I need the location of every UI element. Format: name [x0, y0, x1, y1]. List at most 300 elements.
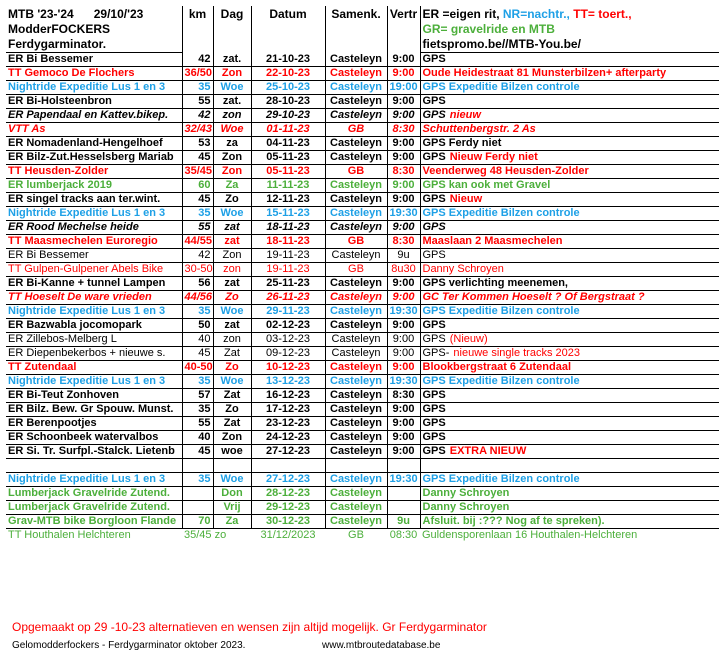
cell-samenk: [325, 221, 387, 235]
table-row: [6, 375, 719, 389]
cell-dag: [213, 193, 251, 207]
info-text: GPS: [422, 249, 446, 261]
cell-vertr: [387, 53, 420, 67]
cell-samenk: [325, 459, 387, 473]
vertr-text: 08:30: [389, 529, 418, 541]
dag-text: zon: [223, 333, 241, 345]
cell-datum: [251, 95, 325, 109]
cell-km: [182, 361, 213, 375]
dag-text: zat: [224, 221, 240, 233]
cell-name: [6, 67, 182, 81]
cell-vertr: [387, 291, 420, 305]
cell-samenk: [325, 249, 387, 263]
dag-text: Woe: [220, 81, 244, 93]
km-text: 60: [198, 179, 211, 191]
cell-datum: [251, 529, 325, 543]
name-text: ER Schoonbeek watervalbos: [8, 431, 159, 443]
dag-text: Za: [225, 179, 239, 191]
cell-dag: [213, 417, 251, 431]
datum-text: 24-12-23: [265, 431, 311, 443]
cell-info: [420, 389, 719, 403]
cell-km: [182, 333, 213, 347]
cell-datum: [251, 459, 325, 473]
table-row: [6, 361, 719, 375]
cell-vertr: [387, 375, 420, 389]
cell-km: [182, 291, 213, 305]
cell-vertr: [387, 137, 420, 151]
cell-dag: [213, 235, 251, 249]
name-text: TT Houthalen Helchteren: [8, 529, 131, 541]
cell-vertr: [387, 263, 420, 277]
cell-info: [420, 515, 719, 529]
cell-vertr: [387, 403, 420, 417]
table-row: [6, 109, 719, 123]
samenk-text: GB: [348, 263, 364, 275]
datum-text: 03-12-23: [265, 333, 311, 345]
samenk-text: Casteleyn: [330, 179, 382, 191]
cell-dag: [213, 95, 251, 109]
cell-km: [182, 67, 213, 81]
table-row: [6, 431, 719, 445]
cell-samenk: [325, 319, 387, 333]
datum-text: 22-10-23: [265, 67, 311, 79]
cell-vertr: [387, 235, 420, 249]
km-text: 55: [198, 95, 211, 107]
cell-name: [6, 361, 182, 375]
cell-vertr: [387, 249, 420, 263]
km-text: 30-50: [184, 263, 213, 275]
datum-text: 19-11-23: [266, 263, 310, 275]
km-text: 35: [198, 473, 211, 485]
cell-name: [6, 431, 182, 445]
footer-credit: Gelomodderfockers - Ferdygarminator oktober 2023.: [12, 640, 246, 651]
datum-text: 05-11-23: [266, 151, 310, 163]
cell-samenk: [325, 137, 387, 151]
samenk-text: GB: [348, 529, 364, 541]
cell-name: [6, 81, 182, 95]
cell-vertr: [387, 277, 420, 291]
cell-samenk: [325, 389, 387, 403]
name-text: ER Rood Mechelse heide: [8, 221, 139, 233]
info-text: GPS Expeditie Bilzen controle: [422, 81, 580, 93]
datum-text: 25-11-23: [266, 277, 310, 289]
datum-text: 27-12-23: [265, 473, 311, 485]
samenk-text: Casteleyn: [331, 249, 381, 261]
samenk-text: Casteleyn: [330, 207, 382, 219]
cell-name: [6, 109, 182, 123]
info-text: Oude Heidestraat 81 Munsterbilzen+ afterparty: [422, 67, 667, 79]
info-text: GPS: [422, 403, 446, 415]
cell-km: [182, 207, 213, 221]
table-row: [6, 389, 719, 403]
samenk-text: Casteleyn: [330, 515, 382, 527]
samenk-text: Casteleyn: [330, 445, 382, 457]
name-text: ER Bi Bessemer: [8, 53, 93, 65]
info-text: GPS: [422, 445, 446, 457]
cell-name: [6, 445, 182, 459]
cell-datum: [251, 249, 325, 263]
title-line1: MTB '23-'24 29/10/'23: [8, 7, 144, 21]
table-row: [6, 137, 719, 151]
cell-datum: [251, 207, 325, 221]
km-text: 44/56: [184, 291, 213, 303]
cell-samenk: [325, 501, 387, 515]
km-text: 42: [198, 249, 211, 261]
datum-text: 05-11-23: [266, 165, 310, 177]
cell-dag: [213, 277, 251, 291]
samenk-text: Casteleyn: [330, 473, 382, 485]
table-row: [6, 221, 719, 235]
cell-name: [6, 319, 182, 333]
cell-datum: [251, 431, 325, 445]
table-row: [6, 263, 719, 277]
dag-text: Zo: [225, 291, 239, 303]
name-text: TT Maasmechelen Euroregio: [8, 235, 158, 247]
samenk-text: Casteleyn: [330, 305, 382, 317]
cell-samenk: [325, 95, 387, 109]
cell-km: [182, 487, 213, 501]
datum-text: 01-11-23: [266, 123, 310, 135]
samenk-text: Casteleyn: [330, 221, 382, 233]
cell-km: [182, 501, 213, 515]
name-text: ER Bilz. Bew. Gr Spouw. Munst.: [8, 403, 174, 415]
name-text: ER Bi-Teut Zonhoven: [8, 389, 120, 401]
vertr-text: 9:00: [392, 67, 415, 79]
samenk-text: Casteleyn: [331, 333, 381, 345]
cell-name: [6, 529, 182, 543]
cell-datum: [251, 67, 325, 81]
name-text: ER Diepenbekerbos + nieuwe s.: [8, 347, 166, 359]
datum-text: 25-10-23: [265, 81, 311, 93]
cell-km: [182, 81, 213, 95]
table-row: [6, 445, 719, 459]
samenk-text: Casteleyn: [330, 291, 382, 303]
dag-text: zat.: [222, 95, 242, 107]
cell-dag: [213, 515, 251, 529]
cell-dag: [213, 459, 251, 473]
dag-text: Zon: [221, 67, 243, 79]
cell-name: [6, 221, 182, 235]
name-text: Nightride Expeditie Lus 1 en 3: [8, 473, 166, 485]
km-text: 40: [198, 333, 211, 345]
info-text: GPS Expeditie Bilzen controle: [422, 375, 580, 387]
cell-km: [182, 431, 213, 445]
cell-dag: [213, 487, 251, 501]
name-text: Nightride Expeditie Lus 1 en 3: [8, 81, 166, 93]
vertr-text: 9u: [397, 515, 410, 527]
cell-name: [6, 333, 182, 347]
cell-km: [182, 53, 213, 67]
name-text: ER Berenpootjes: [8, 417, 97, 429]
dag-text: Zon: [222, 249, 242, 261]
cell-km: [182, 403, 213, 417]
cell-samenk: [325, 123, 387, 137]
cell-name: [6, 403, 182, 417]
datum-text: 12-11-23: [266, 193, 310, 205]
vertr-text: 19:30: [389, 375, 418, 387]
datum-text: 09-12-23: [265, 347, 311, 359]
samenk-text: GB: [347, 123, 365, 135]
name-text: TT Hoeselt De ware vrieden: [8, 291, 152, 303]
km-text: 55: [198, 417, 211, 429]
cell-datum: [251, 291, 325, 305]
km-text: 45: [198, 445, 211, 457]
samenk-text: Casteleyn: [330, 52, 382, 65]
info-extra-text: EXTRA NIEUW: [449, 445, 527, 457]
cell-dag: [213, 151, 251, 165]
name-text: ER Bi-Holsteenbron: [8, 95, 112, 107]
cell-km: [182, 123, 213, 137]
table-row: [6, 459, 719, 473]
info-text: Danny Schroyen: [422, 263, 504, 275]
dag-text: Zo: [225, 361, 239, 373]
info-text: Danny Schroyen: [422, 501, 510, 513]
km-text: 53: [198, 137, 211, 149]
km-text: 45: [198, 347, 211, 359]
cell-vertr: [387, 319, 420, 333]
datum-text: 13-12-23: [265, 375, 311, 387]
table-row: [6, 305, 719, 319]
samenk-text: Casteleyn: [331, 347, 381, 359]
cell-info: [420, 501, 719, 515]
samenk-text: Casteleyn: [330, 67, 382, 79]
cell-name: [6, 375, 182, 389]
km-text: 32/43: [184, 123, 213, 135]
cell-vertr: [387, 221, 420, 235]
vertr-text: 8u30: [391, 263, 416, 275]
km-text: 70: [198, 515, 211, 527]
vertr-text: 8:30: [392, 123, 415, 135]
vertr-text: 9:00: [392, 137, 415, 149]
table-row: [6, 487, 719, 501]
cell-name: [6, 263, 182, 277]
dag-text: Woe: [220, 123, 244, 135]
name-text: TT Gemoco De Flochers: [8, 67, 135, 79]
cell-samenk: [325, 403, 387, 417]
dag-text: Woe: [220, 473, 244, 485]
cell-info: [420, 81, 719, 95]
cell-dag: [213, 445, 251, 459]
header-date: 29/10/'23: [93, 7, 144, 21]
name-text: ER Si. Tr. Surfpl.-Stalck. Lietenb: [8, 445, 175, 457]
cell-dag: [213, 361, 251, 375]
legend-line1: ER =eigen rit, NR=nachtr., TT= toert.,: [420, 6, 719, 22]
vertr-text: 9:00: [392, 95, 415, 107]
km-text: 50: [198, 319, 211, 331]
cell-km: [182, 445, 213, 459]
cell-name: [6, 305, 182, 319]
dag-text: Zat: [223, 389, 241, 401]
vertr-text: 19:30: [389, 207, 418, 219]
vertr-text: 9:00: [392, 221, 415, 233]
cell-km: [182, 347, 213, 361]
info-text: GPS: [422, 53, 446, 65]
vertr-text: 9u: [397, 249, 410, 261]
cell-datum: [251, 361, 325, 375]
cell-info: [420, 487, 719, 501]
datum-text: 18-11-23: [266, 235, 310, 247]
dag-text: Woe: [220, 375, 244, 387]
km-text: 40-50: [184, 361, 213, 373]
cell-name: [6, 95, 182, 109]
dag-text: Don: [221, 487, 243, 499]
cell-samenk: [325, 151, 387, 165]
datum-text: 23-12-23: [265, 417, 311, 429]
header-row-1: [6, 6, 719, 22]
samenk-text: Casteleyn: [330, 137, 382, 149]
datum-text: 29-11-23: [266, 305, 310, 317]
info-text: GPS: [422, 221, 446, 233]
dag-text: Za: [225, 515, 239, 527]
km-text: 55: [198, 221, 211, 233]
table-row: [6, 67, 719, 81]
cell-datum: [251, 333, 325, 347]
name-text: ER Zillebos-Melberg L: [8, 333, 117, 345]
km-text: 45: [198, 151, 211, 163]
vertr-text: 9:00: [392, 277, 415, 289]
col-vertr-header: Vertr: [387, 6, 420, 53]
km-text: 36/50: [184, 67, 213, 79]
cell-info: [420, 333, 719, 347]
info-text: GC Ter Kommen Hoeselt ? Of Bergstraat ?: [422, 291, 645, 303]
vertr-text: 9:00: [392, 431, 415, 443]
datum-text: 31/12/2023: [260, 529, 316, 541]
km-text: 57: [198, 389, 211, 401]
rides-table: [6, 6, 719, 542]
name-text: VTT As: [8, 123, 46, 135]
cell-samenk: [325, 487, 387, 501]
datum-text: 18-11-23: [266, 221, 310, 233]
info-extra-text: Nieuw Ferdy niet: [449, 151, 538, 163]
cell-samenk: [325, 473, 387, 487]
cell-vertr: [387, 95, 420, 109]
cell-name: [6, 137, 182, 151]
datum-text: 15-11-23: [266, 207, 310, 219]
cell-vertr: [387, 333, 420, 347]
table-row: [6, 515, 719, 529]
datum-text: 19-11-23: [266, 249, 310, 261]
info-text: Schuttenbergstr. 2 As: [422, 123, 536, 135]
vertr-text: 9:00: [392, 179, 415, 191]
dag-text: Woe: [220, 207, 244, 219]
cell-km: [182, 529, 227, 543]
title-line2: ModderFOCKERS: [8, 22, 110, 36]
vertr-text: 9:00: [392, 291, 415, 303]
samenk-text: Casteleyn: [330, 95, 382, 107]
samenk-text: GB: [347, 165, 365, 177]
km-text: 35: [198, 403, 211, 415]
table-row: [6, 529, 719, 543]
legend-link[interactable]: fietspromo.be//MTB-You.be/: [420, 36, 719, 53]
cell-name: [6, 501, 182, 515]
table-row: [6, 193, 719, 207]
vertr-text: 9:00: [392, 403, 415, 415]
samenk-text: Casteleyn: [330, 375, 382, 387]
vertr-text: 19:30: [389, 473, 418, 485]
name-text: TT Gulpen-Gulpener Abels Bike: [8, 263, 164, 275]
cell-dag: [213, 67, 251, 81]
cell-info: [420, 431, 719, 445]
cell-dag: [213, 263, 251, 277]
samenk-text: Casteleyn: [330, 361, 382, 373]
legend-line2: GR= gravelride en MTB: [420, 22, 719, 36]
samenk-text: GB: [347, 235, 365, 247]
vertr-text: 9:00: [392, 347, 415, 359]
cell-datum: [251, 165, 325, 179]
cell-datum: [251, 81, 325, 95]
name-text: Nightride Expeditie Lus 1 en 3: [8, 207, 166, 219]
vertr-text: 9:00: [392, 319, 415, 331]
cell-info: [420, 123, 719, 137]
name-text: ER singel tracks aan ter.wint.: [8, 193, 161, 205]
cell-dag: [213, 137, 251, 151]
info-text: Maaslaan 2 Maasmechelen: [422, 235, 563, 247]
dag-text: za: [226, 137, 238, 149]
cell-samenk: [325, 207, 387, 221]
table-row: [6, 319, 719, 333]
cell-info: [420, 263, 719, 277]
cell-km: [182, 179, 213, 193]
dag-text: Zat: [224, 347, 240, 359]
cell-info: [420, 53, 719, 67]
cell-info: [420, 235, 719, 249]
km-text: 35/45 zo: [184, 529, 227, 541]
cell-vertr: [387, 473, 420, 487]
cell-name: [6, 473, 182, 487]
cell-name: [6, 151, 182, 165]
cell-samenk: [325, 277, 387, 291]
info-text: GPS: [422, 151, 446, 163]
name-text: Nightride Expeditie Lus 1 en 3: [8, 305, 166, 317]
cell-datum: [251, 319, 325, 333]
info-text: GPS: [422, 193, 446, 205]
info-text: GPS: [422, 95, 446, 107]
cell-datum: [251, 221, 325, 235]
info-text: Veenderweg 48 Heusden-Zolder: [422, 165, 589, 177]
cell-dag: [213, 431, 251, 445]
cell-km: [182, 249, 213, 263]
col-datum-header: Datum: [251, 6, 325, 53]
table-row: [6, 151, 719, 165]
samenk-text: Casteleyn: [330, 81, 382, 93]
cell-datum: [251, 109, 325, 123]
cell-vertr: [387, 529, 420, 543]
cell-name: [6, 347, 182, 361]
vertr-text: 9:00: [392, 417, 415, 429]
cell-datum: [251, 151, 325, 165]
vertr-text: 9:00: [392, 445, 415, 457]
cell-info: [420, 193, 719, 207]
cell-samenk: [325, 165, 387, 179]
cell-name: [6, 193, 182, 207]
vertr-text: 8:30: [392, 235, 415, 247]
km-text: 40: [198, 431, 211, 443]
table-row: [6, 333, 719, 347]
cell-dag: [213, 305, 251, 319]
dag-text: zat: [224, 235, 240, 247]
cell-samenk: [325, 81, 387, 95]
dag-text: Zat: [223, 417, 241, 429]
info-extra-text: Nieuw: [449, 193, 483, 205]
cell-datum: [251, 403, 325, 417]
datum-text: 30-12-23: [265, 515, 311, 527]
table-row: [6, 501, 719, 515]
dag-text: zon: [222, 109, 242, 121]
cell-info: [420, 179, 719, 193]
footer-site[interactable]: www.mtbroutedatabase.be: [322, 640, 441, 651]
cell-datum: [251, 277, 325, 291]
cell-samenk: [325, 347, 387, 361]
